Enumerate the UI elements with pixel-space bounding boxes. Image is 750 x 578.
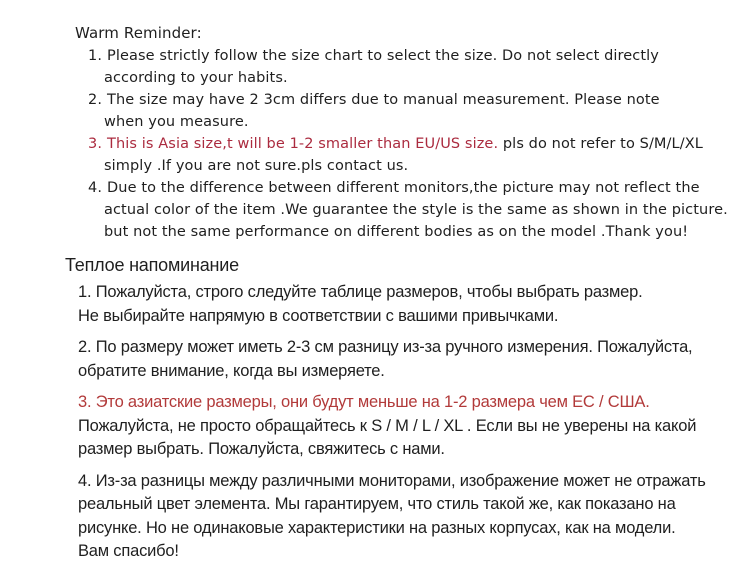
text-line: реальный цвет элемента. Мы гарантируем, что стиль такой же, как показано на bbox=[78, 495, 676, 513]
text-line bbox=[88, 177, 750, 199]
item-number: 4. bbox=[88, 180, 103, 196]
text-line: when you measure. bbox=[104, 114, 249, 130]
text-line: 4. Из-за разницы между различными мониторами, изображение может не отражать bbox=[78, 471, 706, 490]
item-number: 1. bbox=[88, 48, 103, 64]
text-line-red: 3. Это азиатские размеры, они будут меньше на 1-2 размера чем ЕС / США. bbox=[78, 393, 650, 411]
item-number: 2. bbox=[88, 92, 103, 108]
text-line: simply .If you are not sure.pls contact us. bbox=[104, 158, 409, 174]
item-text: pls do not refer to S/M/L/XL bbox=[498, 136, 703, 152]
list-item bbox=[88, 133, 750, 177]
russian-section bbox=[65, 253, 750, 564]
text-line bbox=[88, 89, 750, 111]
text-line: Вам спасибо! bbox=[78, 542, 179, 560]
text-line: according to your habits. bbox=[104, 70, 288, 86]
item-text: The size may have 2 3cm differs due to manual measurement. Please note bbox=[107, 92, 660, 108]
english-list bbox=[88, 45, 750, 243]
english-section bbox=[75, 22, 750, 243]
text-line: обратите внимание, когда вы измеряете. bbox=[78, 361, 385, 380]
text-line: 2. По размеру может иметь 2-3 см разницу из-за ручного измерения. Пожалуйста, bbox=[78, 338, 693, 356]
russian-list bbox=[78, 281, 750, 564]
list-item bbox=[78, 470, 750, 564]
text-line bbox=[88, 133, 750, 155]
text-line: Не выбирайте напрямую в соответствии с вашими привычками. bbox=[78, 306, 559, 325]
list-item bbox=[78, 281, 750, 328]
item-number: 3. bbox=[88, 136, 103, 152]
english-title: Warm Reminder: bbox=[75, 24, 202, 42]
text-line: actual color of the item .We guarantee the style is the same as shown in the picture. bbox=[104, 202, 728, 218]
text-line: 1. Пожалуйста, строго следуйте таблице размеров, чтобы выбрать размер. bbox=[78, 283, 643, 301]
text-line: Пожалуйста, не просто обращайтесь к S / M / L / XL . Если вы не уверены на какой bbox=[78, 416, 697, 435]
list-item bbox=[78, 336, 750, 383]
text-line: but not the same performance on different bodies as on the model .Thank you! bbox=[104, 224, 689, 240]
list-item bbox=[88, 177, 750, 243]
list-item bbox=[78, 391, 750, 462]
list-item bbox=[88, 45, 750, 89]
text-line: размер выбрать. Пожалуйста, свяжитесь с нами. bbox=[78, 440, 445, 458]
warm-reminder-page bbox=[0, 22, 750, 578]
russian-title: Теплое напоминание bbox=[65, 255, 239, 275]
item-text: Due to the difference between different monitors,the picture may not reflect the bbox=[107, 180, 700, 196]
item-text-red: This is Asia size,t will be 1-2 smaller than EU/US size. bbox=[107, 136, 499, 152]
list-item bbox=[88, 89, 750, 133]
text-line: рисунке. Но не одинаковые характеристики на разных корпусах, как на модели. bbox=[78, 518, 676, 537]
item-text: Please strictly follow the size chart to select the size. Do not select directly bbox=[107, 48, 659, 64]
text-line bbox=[88, 45, 750, 67]
